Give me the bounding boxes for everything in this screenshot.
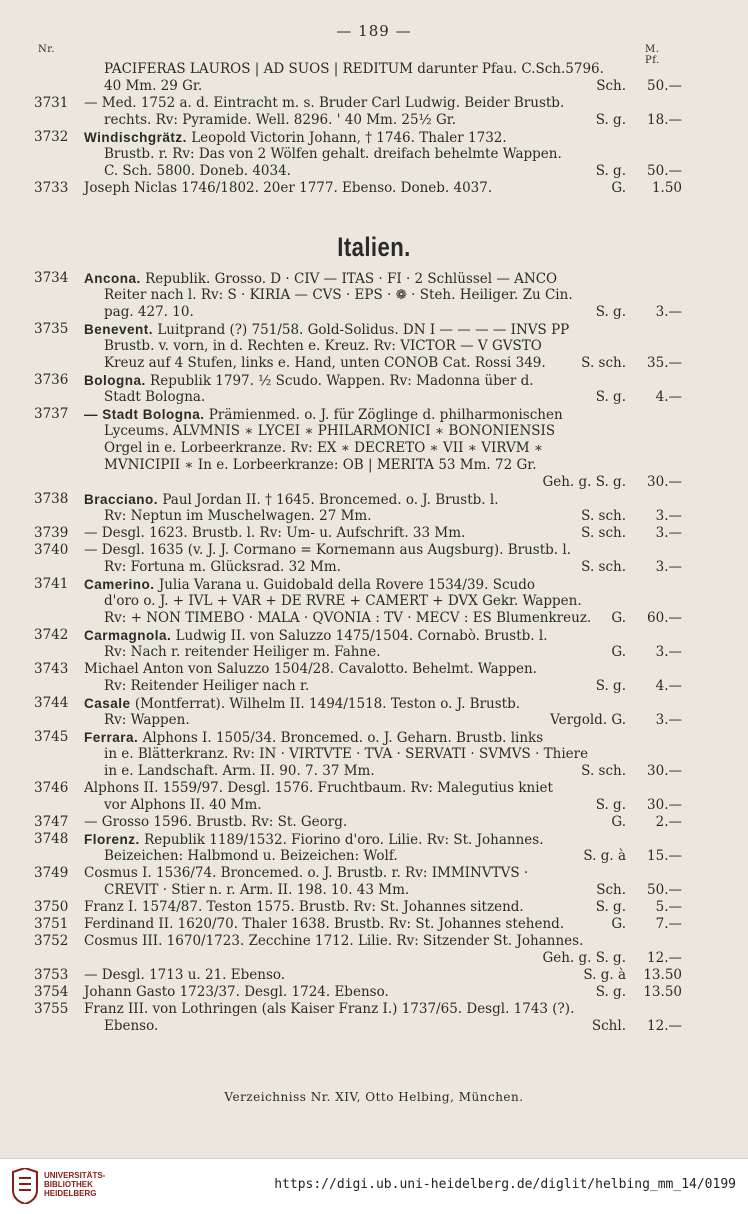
lot-number: 3753 [34, 967, 69, 983]
entry-description: Rv: + NON TIMEBO · MALA · QVONIA : TV · MECV : ES Blumenkreuz. [104, 610, 592, 626]
entry-description: C. Sch. 5800. Doneb. 4034. [104, 163, 291, 179]
lot-price: 12.— [647, 950, 682, 966]
entry-line [0, 610, 748, 627]
entry-line [0, 474, 748, 491]
condition-grade: Sch. [596, 882, 626, 898]
catalog-entry [0, 967, 748, 984]
entry-text [104, 146, 562, 163]
entry-line [0, 78, 748, 95]
lot-number: 3748 [34, 831, 69, 847]
condition-grade: S. g. [595, 984, 626, 1000]
entry-line [0, 593, 748, 610]
entry-text [104, 304, 194, 321]
entry-text [104, 593, 582, 610]
entry-text [104, 61, 604, 78]
entry-description: Luitprand (?) 751/58. Gold-Solidus. DN I — — — — INVS PP [157, 322, 570, 338]
entry-description: Ludwig II. von Saluzzo 1475/1504. Cornabò. Brustb. l. [175, 628, 548, 644]
lot-number: 3734 [34, 270, 69, 286]
entry-description: Rv: Neptun im Muschelwagen. 27 Mm. [104, 508, 372, 524]
condition-grade: G. [611, 814, 626, 830]
lot-price: 7.— [655, 916, 682, 932]
entry-text [104, 389, 205, 406]
entry-text [104, 1018, 158, 1035]
entry-line [0, 372, 748, 389]
condition-grade: S. g. [595, 112, 626, 128]
entry-description: in e. Landschaft. Arm. II. 90. 7. 37 Mm. [104, 763, 375, 779]
condition-grade: Vergold. G. [550, 712, 626, 728]
page-number: — 189 — [336, 22, 412, 40]
lot-number: 3738 [34, 491, 69, 507]
entry-text [104, 457, 537, 474]
entry-text [84, 780, 553, 797]
condition-grade: S. g. à [583, 967, 626, 983]
entry-line [0, 627, 748, 644]
entry-place-name: Bologna. [84, 373, 146, 388]
entry-text [84, 695, 520, 713]
entry-line [0, 661, 748, 678]
entry-line [0, 712, 748, 729]
catalog-entry [0, 984, 748, 1001]
entry-text [84, 372, 534, 390]
lot-price: 3.— [655, 525, 682, 541]
entry-description: Michael Anton von Saluzzo 1504/28. Cavalotto. Behelmt. Wappen. [84, 661, 537, 677]
condition-grade: S. sch. [581, 508, 626, 524]
catalog-entry [0, 627, 748, 661]
entry-line [0, 984, 748, 1001]
entry-text [84, 627, 548, 645]
entry-text [104, 338, 542, 355]
catalog-entry [0, 729, 748, 780]
entry-description: Leopold Victorin Johann, † 1746. Thaler 1732. [191, 130, 507, 146]
lot-price: 1.50 [651, 180, 682, 196]
catalog-entry [0, 661, 748, 695]
catalog-entry [0, 695, 748, 729]
entry-line [0, 695, 748, 712]
lot-number: 3741 [34, 576, 69, 592]
entry-description: Julia Varana u. Guidobald della Rovere 1534/39. Scudo [158, 577, 535, 593]
entry-place-name: Florenz. [84, 832, 140, 847]
lot-price: 30.— [647, 797, 682, 813]
entry-description: PACIFERAS LAUROS | AD SUOS | REDITUM darunter Pfau. C.Sch.5796. [104, 61, 604, 77]
entry-description: Ferdinand II. 1620/70. Thaler 1638. Brustb. Rv: St. Johannes stehend. [84, 916, 565, 932]
entry-line [0, 1018, 748, 1035]
lot-number: 3737 [34, 406, 69, 422]
condition-grade: Geh. g. S. g. [542, 474, 626, 490]
catalog-entry [0, 372, 748, 406]
entry-text [104, 287, 573, 304]
entry-description: pag. 427. 10. [104, 304, 194, 320]
entry-description: Kreuz auf 4 Stufen, links e. Hand, unten CONOB Cat. Rossi 349. [104, 355, 546, 371]
entry-line [0, 525, 748, 542]
entry-text [84, 1001, 574, 1018]
entry-description: Ebenso. [104, 1018, 159, 1034]
lot-number: 3731 [34, 95, 69, 111]
lot-price: 3.— [655, 559, 682, 575]
lot-price: 30.— [647, 474, 682, 490]
condition-grade: G. [611, 610, 626, 626]
catalog-entry [0, 814, 748, 831]
entry-line [0, 146, 748, 163]
condition-grade: S. g. à [583, 848, 626, 864]
condition-grade: S. g. [595, 163, 626, 179]
entry-line [0, 797, 748, 814]
entry-description: Republik 1189/1532. Fiorino d'oro. Lilie. Rv: St. Johannes. [144, 832, 544, 848]
condition-grade: Geh. g. S. g. [542, 950, 626, 966]
entry-text [104, 644, 380, 661]
catalog-entry [0, 406, 748, 491]
entry-line [0, 814, 748, 831]
entry-line [0, 304, 748, 321]
entry-line [0, 338, 748, 355]
entry-description: — Desgl. 1623. Brustb. l. Rv: Um- u. Aufschrift. 33 Mm. [84, 525, 466, 541]
lot-price: 4.— [655, 678, 682, 694]
entry-line [0, 321, 748, 338]
entry-line [0, 423, 748, 440]
logo-line: HEIDELBERG [44, 1189, 97, 1198]
entry-text [84, 491, 499, 509]
condition-grade: G. [611, 180, 626, 196]
lot-number: 3749 [34, 865, 69, 881]
lot-number: 3751 [34, 916, 69, 932]
entry-text [104, 763, 375, 780]
lot-number: 3736 [34, 372, 69, 388]
entry-text [84, 525, 465, 542]
condition-grade: G. [611, 644, 626, 660]
catalog-entry [0, 831, 748, 865]
logo-line: BIBLIOTHEK [44, 1180, 93, 1189]
entry-line [0, 491, 748, 508]
entry-text [104, 355, 546, 372]
lot-number: 3735 [34, 321, 69, 337]
entry-text [84, 916, 564, 933]
lot-number: 3750 [34, 899, 69, 915]
entry-line [0, 916, 748, 933]
entry-line [0, 678, 748, 695]
entry-description: in e. Blätterkranz. Rv: IN · VIRTVTE · TVA · SERVATI · SVMVS · Thiere [104, 746, 589, 762]
entry-text [84, 814, 347, 831]
entry-text [84, 865, 528, 882]
lot-number: 3754 [34, 984, 69, 1000]
condition-grade: S. g. [595, 678, 626, 694]
entry-description: Alphons II. 1559/97. Desgl. 1576. Fruchtbaum. Rv: Malegutius kniet [84, 780, 553, 796]
section-heading: Italien. [337, 232, 411, 262]
entry-line [0, 780, 748, 797]
entry-description: Johann Gasto 1723/37. Desgl. 1724. Ebenso. [84, 984, 389, 1000]
entry-text [104, 163, 291, 180]
condition-grade: S. g. [595, 389, 626, 405]
lot-number: 3755 [34, 1001, 69, 1017]
entry-line [0, 967, 748, 984]
entry-text [104, 423, 555, 440]
catalog-entry [0, 525, 748, 542]
entry-text [84, 180, 492, 197]
entry-description: Brustb. r. Rv: Das von 2 Wölfen gehalt. dreifach behelmte Wappen. [104, 146, 562, 162]
entry-line [0, 950, 748, 967]
lot-price: 12.— [647, 1018, 682, 1034]
entry-description: Beizeichen: Halbmond u. Beizeichen: Wolf. [104, 848, 398, 864]
entry-description: Franz III. von Lothringen (als Kaiser Franz I.) 1737/65. Desgl. 1743 (?). [84, 1001, 575, 1017]
lot-price: 50.— [647, 882, 682, 898]
catalog-entry [0, 780, 748, 814]
entry-line [0, 1001, 748, 1018]
catalog-entry [0, 916, 748, 933]
lot-price: 2.— [655, 814, 682, 830]
entry-description: Rv: Nach r. reitender Heiliger m. Fahne. [104, 644, 381, 660]
lot-price: 3.— [655, 712, 682, 728]
entry-description: MVNICIPII ∗ In e. Lorbeerkranze: OB | MERITA 53 Mm. 72 Gr. [104, 457, 537, 473]
entry-line [0, 355, 748, 372]
entry-line [0, 112, 748, 129]
university-seal-icon[interactable] [10, 1168, 40, 1204]
entry-line [0, 831, 748, 848]
lot-price: 3.— [655, 508, 682, 524]
entry-text [104, 610, 591, 627]
condition-grade: S. g. [595, 304, 626, 320]
entry-text [84, 661, 537, 678]
entry-description: Franz I. 1574/87. Teston 1575. Brustb. Rv: St. Johannes sitzend. [84, 899, 524, 915]
column-header-number: Nr. [38, 44, 56, 55]
lot-price: 18.— [647, 112, 682, 128]
entry-text [84, 831, 544, 849]
entry-line [0, 882, 748, 899]
entry-text [84, 729, 543, 747]
entry-description: Rv: Reitender Heiliger nach r. [104, 678, 310, 694]
entry-line [0, 180, 748, 197]
entry-line [0, 287, 748, 304]
entry-text [84, 542, 571, 559]
catalog-entry [0, 321, 748, 372]
entry-description: Cosmus III. 1670/1723. Zecchine 1712. Lilie. Rv: Sitzender St. Johannes. [84, 933, 584, 949]
entry-line [0, 644, 748, 661]
lot-price: 13.50 [643, 984, 682, 1000]
entry-description: Cosmus I. 1536/74. Broncemed. o. J. Brustb. r. Rv: IMMINVTVS · [84, 865, 529, 881]
entry-description: Stadt Bologna. [104, 389, 206, 405]
lot-price: 30.— [647, 763, 682, 779]
condition-grade: S. sch. [581, 355, 626, 371]
catalog-entry [0, 1001, 748, 1035]
catalog-entry [0, 576, 748, 627]
viewer-bottom-bar [0, 1158, 748, 1214]
entry-line [0, 542, 748, 559]
lot-number: 3739 [34, 525, 69, 541]
entry-place-name: Casale [84, 696, 131, 711]
catalog-entry [0, 491, 748, 525]
lot-price: 3.— [655, 644, 682, 660]
lot-number: 3752 [34, 933, 69, 949]
condition-grade: S. g. [595, 899, 626, 915]
entry-description: Orgel in e. Lorbeerkranze. Rv: EX ∗ DECRETO ∗ VII ∗ VIRVM ∗ [104, 440, 544, 456]
entry-place-name: — Stadt Bologna. [84, 407, 205, 422]
lot-price: 15.— [647, 848, 682, 864]
entry-description: vor Alphons II. 40 Mm. [104, 797, 262, 813]
condition-grade: Sch. [596, 78, 626, 94]
entry-line [0, 163, 748, 180]
lot-price: 50.— [647, 78, 682, 94]
entry-description: rechts. Rv: Pyramide. Well. 8296. ' 40 Mm. 25½ Gr. [104, 112, 457, 128]
entry-place-name: Benevent. [84, 322, 154, 337]
entry-place-name: Bracciano. [84, 492, 159, 507]
entry-text [104, 848, 398, 865]
catalog-entry [0, 129, 748, 180]
entry-line [0, 440, 748, 457]
entry-description: d'oro o. J. + IVL + VAR + DE RVRE + CAMERT + DVX Gekr. Wappen. [104, 593, 582, 609]
entry-text [104, 712, 190, 729]
entry-place-name: Windischgrätz. [84, 130, 187, 145]
entry-text [84, 321, 569, 339]
entry-place-name: Carmagnola. [84, 628, 172, 643]
logo-line: UNIVERSITÄTS- [44, 1171, 106, 1180]
entry-text [84, 984, 389, 1001]
entry-line [0, 848, 748, 865]
entry-description: — Med. 1752 a. d. Eintracht m. s. Bruder Carl Ludwig. Beider Brustb. [84, 95, 565, 111]
entry-text [84, 406, 563, 424]
lot-price: 4.— [655, 389, 682, 405]
catalog-entry [0, 933, 748, 967]
entry-line [0, 389, 748, 406]
entry-text [84, 95, 564, 112]
catalog-entry [0, 95, 748, 129]
entry-description: (Montferrat). Wilhelm II. 1494/1518. Teston o. J. Brustb. [134, 696, 521, 712]
entry-text [104, 440, 543, 457]
entry-place-name: Ferrara. [84, 730, 139, 745]
library-logo-text[interactable] [44, 1171, 105, 1198]
entry-line [0, 576, 748, 593]
entry-line [0, 270, 748, 287]
lot-number: 3733 [34, 180, 69, 196]
entry-line [0, 933, 748, 950]
entry-description: Paul Jordan II. † 1645. Broncemed. o. J. Brustb. l. [162, 492, 499, 508]
lot-number: 3747 [34, 814, 69, 830]
permalink-url[interactable]: https://digi.ub.uni-heidelberg.de/diglit/helbing_mm_14/0199 [274, 1177, 736, 1192]
entry-description: Lyceums. ALVMNIS ∗ LYCEI ∗ PHILARMONICI ∗ BONONIENSIS [104, 423, 556, 439]
entry-text [84, 129, 507, 147]
lot-number: 3732 [34, 129, 69, 145]
entry-description: Prämienmed. o. J. für Zöglinge d. philharmonischen [208, 407, 563, 423]
lot-price: 3.— [655, 304, 682, 320]
entry-description: Reiter nach l. Rv: S · KIRIA — CVS · EPS · ❁ · Steh. Heiliger. Zu Cin. [104, 287, 573, 303]
entry-description: Rv: Wappen. [104, 712, 190, 728]
lot-price: 13.50 [643, 967, 682, 983]
entry-description: — Desgl. 1713 u. 21. Ebenso. [84, 967, 286, 983]
entry-text [104, 746, 588, 763]
entry-line [0, 559, 748, 576]
entry-text [84, 270, 557, 288]
lot-number: 3742 [34, 627, 69, 643]
entry-text [84, 933, 583, 950]
entry-description: — Grosso 1596. Brustb. Rv: St. Georg. [84, 814, 348, 830]
entry-line [0, 95, 748, 112]
entry-line [0, 899, 748, 916]
entry-description: Republik 1797. ½ Scudo. Wappen. Rv: Madonna über d. [150, 373, 534, 389]
catalog-entry [0, 899, 748, 916]
entry-place-name: Ancona. [84, 271, 141, 286]
lot-price: 50.— [647, 163, 682, 179]
entry-text [104, 508, 372, 525]
entry-text [104, 112, 456, 129]
entry-description: Republik. Grosso. D · CIV — ITAS · FI · 2 Schlüssel — ANCO [145, 271, 558, 287]
entry-description: CREVIT · Stier n. r. Arm. II. 198. 10. 43 Mm. [104, 882, 410, 898]
condition-grade: S. sch. [581, 763, 626, 779]
entry-line [0, 763, 748, 780]
entry-text [104, 797, 262, 814]
catalog-entry [0, 180, 748, 197]
entry-place-name: Camerino. [84, 577, 155, 592]
entry-text [84, 576, 535, 594]
entry-line [0, 406, 748, 423]
entry-line [0, 865, 748, 882]
entry-line [0, 508, 748, 525]
entry-text [104, 882, 409, 899]
page-footer: Verzeichniss Nr. XIV, Otto Helbing, München. [224, 1090, 524, 1104]
entry-description: Brustb. v. vorn, in d. Rechten e. Kreuz. Rv: VICTOR — V GVSTO [104, 338, 542, 354]
condition-grade: S. sch. [581, 559, 626, 575]
entry-line [0, 129, 748, 146]
entry-line [0, 61, 748, 78]
condition-grade: S. sch. [581, 525, 626, 541]
lot-number: 3740 [34, 542, 69, 558]
entry-text [104, 559, 341, 576]
lot-number: 3745 [34, 729, 69, 745]
entry-text [84, 899, 524, 916]
lot-price: 60.— [647, 610, 682, 626]
catalog-entry [0, 270, 748, 321]
entry-line [0, 457, 748, 474]
lot-number: 3743 [34, 661, 69, 677]
lot-number: 3746 [34, 780, 69, 796]
lot-number: 3744 [34, 695, 69, 711]
lot-price: 5.— [655, 899, 682, 915]
catalog-entry [0, 865, 748, 899]
entry-line [0, 746, 748, 763]
lot-price: 35.— [647, 355, 682, 371]
entry-text [84, 967, 285, 984]
entry-description: Joseph Niclas 1746/1802. 20er 1777. Ebenso. Doneb. 4037. [84, 180, 493, 196]
entry-description: Rv: Fortuna m. Glücksrad. 32 Mm. [104, 559, 341, 575]
entry-text [104, 678, 309, 695]
condition-grade: G. [611, 916, 626, 932]
catalog-page: — 189 — Nr. M. Pf. PACIFERAS LAUROS | AD SUOS | REDITUM darunter Pfau. C.Sch.5796. 40 Mm. 29 Gr. Sch. 50.— 3731 — Med. 1752 a. d. Eintracht m. s. Bruder Carl Ludwig. Beider Brustb. rechts. Rv: Pyramide. Well. 8296. ' 40 Mm. 25½ Gr. S. g. 18.— 3732 Windischgrätz. Leopold Victorin Johann, † 1746. Thaler 1732. Brustb. r. Rv: Das von 2 Wölfen gehalt. dreifach behelmte Wappen. C. Sch. 5800. Doneb. 4034. S. g. 50.— 3733 Joseph Niclas 1746/1802. 20er 1777. Ebenso. Doneb. 4037. G. 1.50 Italien. 3734 Ancona. Republik. Grosso. D · CIV — ITAS · FI · 2 Schlüssel — ANCO Reiter nach l. Rv: S · KIRIA — CVS · EPS · ❁ · Steh. Heiliger. Zu Cin. pag. 427. 10. S. g. 3.— 3735 Benevent. Luitprand (?) 751/58. Gold-Solidus. DN I — — — — INVS PP Brustb. v. vorn, in d. Rechten e. Kreuz. Rv: VICTOR — V GVSTO Kreuz auf 4 Stufen, links e. Hand, unten CONOB Cat. Rossi 349. S. sch. 35.— 3736 Bologna. Republik 1797. ½ Scudo. Wappen. Rv: Madonna über d. Stadt Bologna. S. g. 4.— 3737 — Stadt Bologna. Prämienmed. o. J. für Zöglinge d. philharmonischen Lyceums. ALVMNIS ∗ LYCEI ∗ PHILARMONICI ∗ BONONIENSIS Orgel in e. Lorbeerkranze. Rv: EX ∗ DECRETO ∗ VII ∗ VIRVM ∗ MVNICIPII ∗ In e. Lorbeerkranze: OB | MERITA 53 Mm. 72 Gr. Geh. g. S. g. 30.— 3738 Bracciano. Paul Jordan II. † 1645. Broncemed. o. J. Brustb. l. Rv: Neptun im Muschelwagen. 27 Mm. S. sch. 3.— 3739 — Desgl. 1623. Brustb. l. Rv: Um- u. Aufschrift. 33 Mm. S. sch. 3.— 3740 — Desgl. 1635 (v. J. J. Cormano = Kornemann aus Augsburg). Brustb. l. Rv: Fortuna m. Glücksrad. 32 Mm. S. sch. 3.— 3741 Camerino. Julia Varana u. Guidobald della Rovere 1534/39. Scudo d'oro o. J. + IVL + VAR + DE RVRE + CAMERT + DVX Gekr. Wappen. Rv: + NON TIMEBO · MALA · QVONIA : TV · MECV : ES Blumenkreuz. G. 60.— 3742 Carmagnola. Ludwig II. von Saluzzo 1475/1504. Cornabò. Brustb. l. Rv: Nach r. reitender Heiliger m. Fahne. G. 3.— 3743 Michael Anton von Saluzzo 1504/28. Cavalotto. Behelmt. Wappen. Rv: Reitender Heiliger nach r. S. g. 4.— 3744 Casale (Montferrat). Wilhelm II. 1494/1518. Teston o. J. Brustb. Rv: Wappen. Vergold. G. 3.— 3745 Ferrara. Alphons I. 1505/34. Broncemed. o. J. Geharn. Brustb. links in e. Blätterkranz. Rv: IN · VIRTVTE · TVA · SERVATI · SVMVS · Thiere in e. Landschaft. Arm. II. 90. 7. 37 Mm. S. sch. 30.— 3746 Alphons II. 1559/97. Desgl. 1576. Fruchtbaum. Rv: Malegutius kniet vor Alphons II. 40 Mm. S. g. 30.— 3747 — Grosso 1596. Brustb. Rv: St. Georg. G. 2.— 3748 Florenz. Republik 1189/1532. Fiorino d'oro. Lilie. Rv: St. Johannes. Beizeichen: Halbmond u. Beizeichen: Wolf. S. g. à 15.— 3749 Cosmus I. 1536/74. Broncemed. o. J. Brustb. r. Rv: IMMINVTVS · CREVIT · Stier n. r. Arm. II. 198. 10. 43 Mm. Sch. 50.— 3750 Franz I. 1574/87. Teston 1575. Brustb. Rv: St. Johannes sitzend. S. g. 5.— 3751 Ferdinand II. 1620/70. Thaler 1638. Brustb. Rv: St. Johannes stehend. G. 7.— 3752 Cosmus III. 1670/1723. Zecchine 1712. Lilie. Rv: Sitzender St. Johannes. Geh. g. S. g. 12.— 3753 — Desgl. 1713 u. 21. Ebenso. S. g. à 13.50 3754 Johann Gasto 1723/37. Desgl. 1724. Ebenso. S. g. 13.50 3755 Franz III. von Lothringen (als Kaiser Franz I.) 1737/65. Desgl. 1743 (?). Ebenso. Schl. 12.— Verzeichniss Nr. XIV, Otto Helbing, München. [0, 0, 748, 1158]
entry-description: Alphons I. 1505/34. Broncemed. o. J. Geharn. Brustb. links [142, 730, 544, 746]
catalog-entry [0, 542, 748, 576]
condition-grade: Schl. [591, 1018, 626, 1034]
condition-grade: S. g. [595, 797, 626, 813]
entry-line [0, 729, 748, 746]
entry-text [104, 78, 202, 95]
entry-description: — Desgl. 1635 (v. J. J. Cormano = Kornemann aus Augsburg). Brustb. l. [84, 542, 571, 558]
catalog-entry [0, 61, 748, 95]
entry-description: 40 Mm. 29 Gr. [104, 78, 203, 94]
